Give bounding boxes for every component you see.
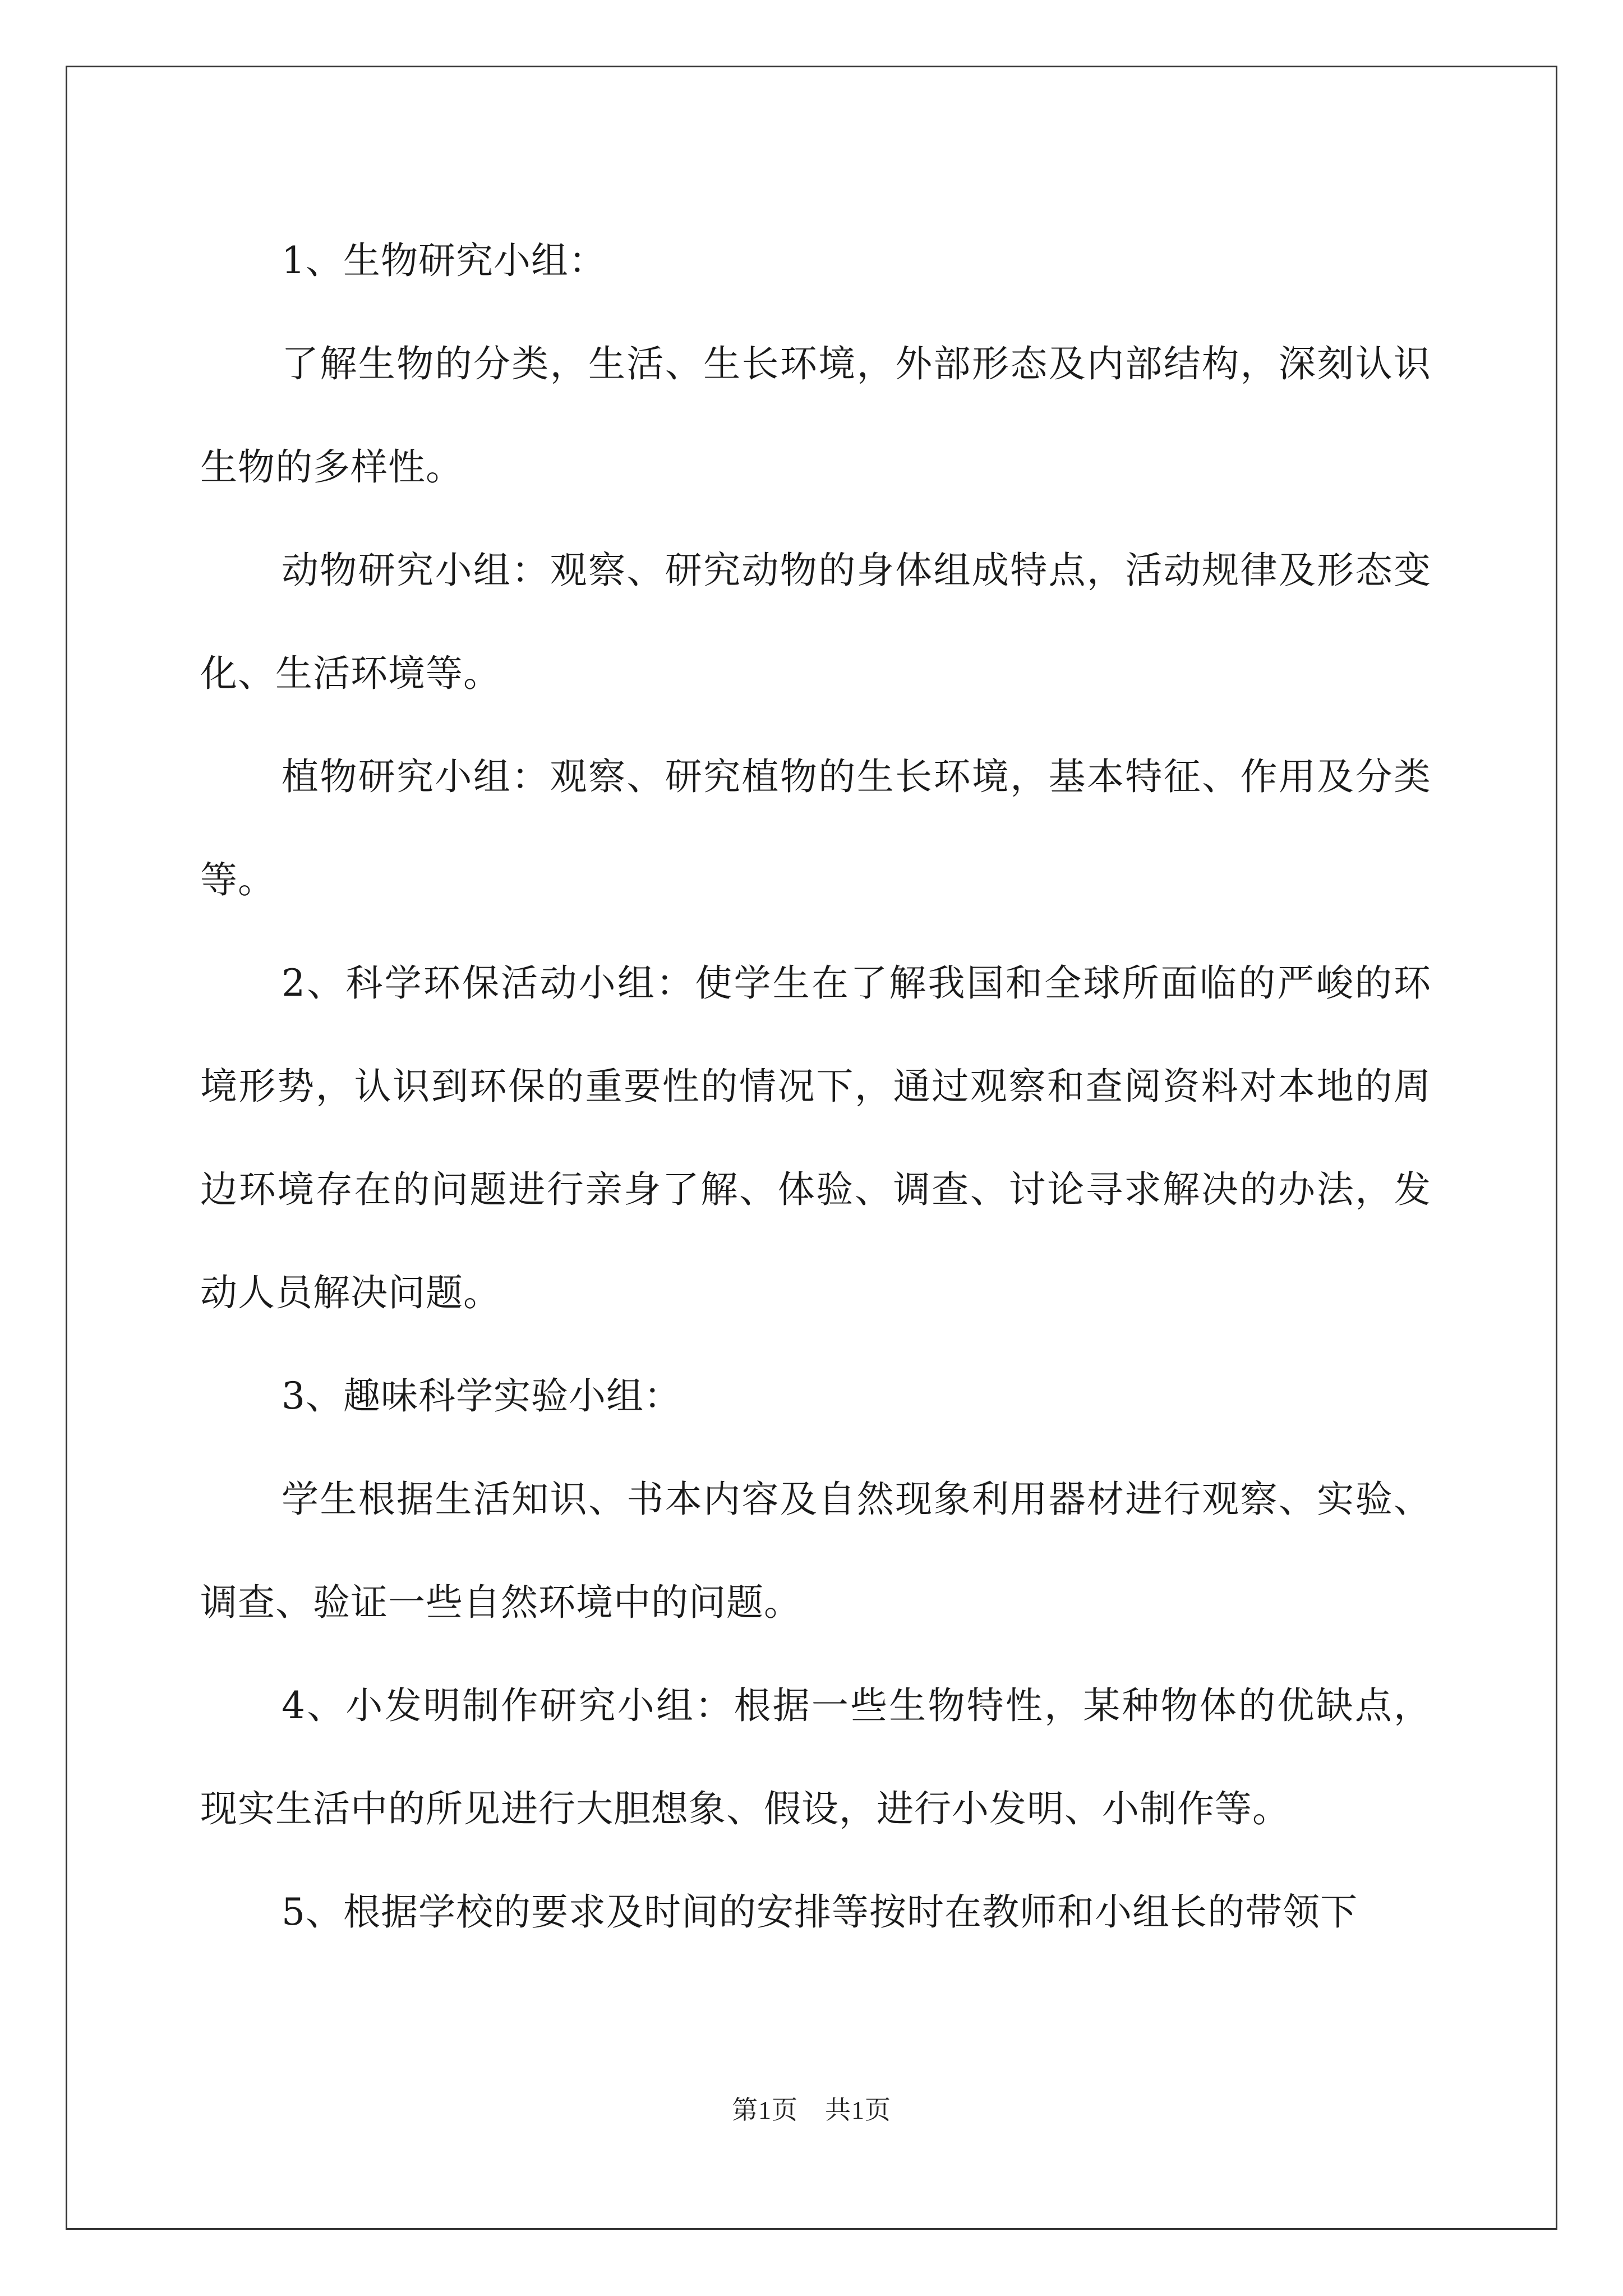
paragraph-6: 3、趣味科学实验小组：: [282, 1374, 681, 1418]
paragraph-1: 1、生物研究小组：: [282, 239, 606, 282]
paragraph-9: 5、根据学校的要求及时间的安排等按时在教师和小组长的带领下: [282, 1890, 1358, 1934]
paragraph-4: 植物研究小组：观察、研究植物的生长环境，基本特征、作用及分类等。: [200, 755, 1431, 901]
document-body: [200, 209, 1431, 1964]
page-number-current: 第1页: [732, 2096, 798, 2124]
paragraph-5: 2、科学环保活动小组：使学生在了解我国和全球所面临的严峻的环境形势，认识到环保的重要性的情况下，通过观察和查阅资料对本地的周边环境存在的问题进行亲身了解、体验、调查、讨论寻求解决的办法，发动人员解决问题。: [200, 961, 1431, 1314]
paragraph-7: 学生根据生活知识、书本内容及自然现象利用器材进行观察、实验、调查、验证一些自然环境中的问题。: [200, 1478, 1431, 1624]
paragraph-8: 4、小发明制作研究小组：根据一些生物特性，某种物体的优缺点，现实生活中的所见进行大胆想象、假设，进行小发明、小制作等。: [200, 1684, 1431, 1830]
paragraph-3: 动物研究小组：观察、研究动物的身体组成特点，活动规律及形态变化、生活环境等。: [200, 549, 1431, 695]
page-number-total: 共1页: [825, 2096, 891, 2124]
paragraph-2: 了解生物的分类，生活、生长环境，外部形态及内部结构，深刻认识生物的多样性。: [200, 342, 1431, 489]
page-footer: [0, 2090, 1623, 2127]
